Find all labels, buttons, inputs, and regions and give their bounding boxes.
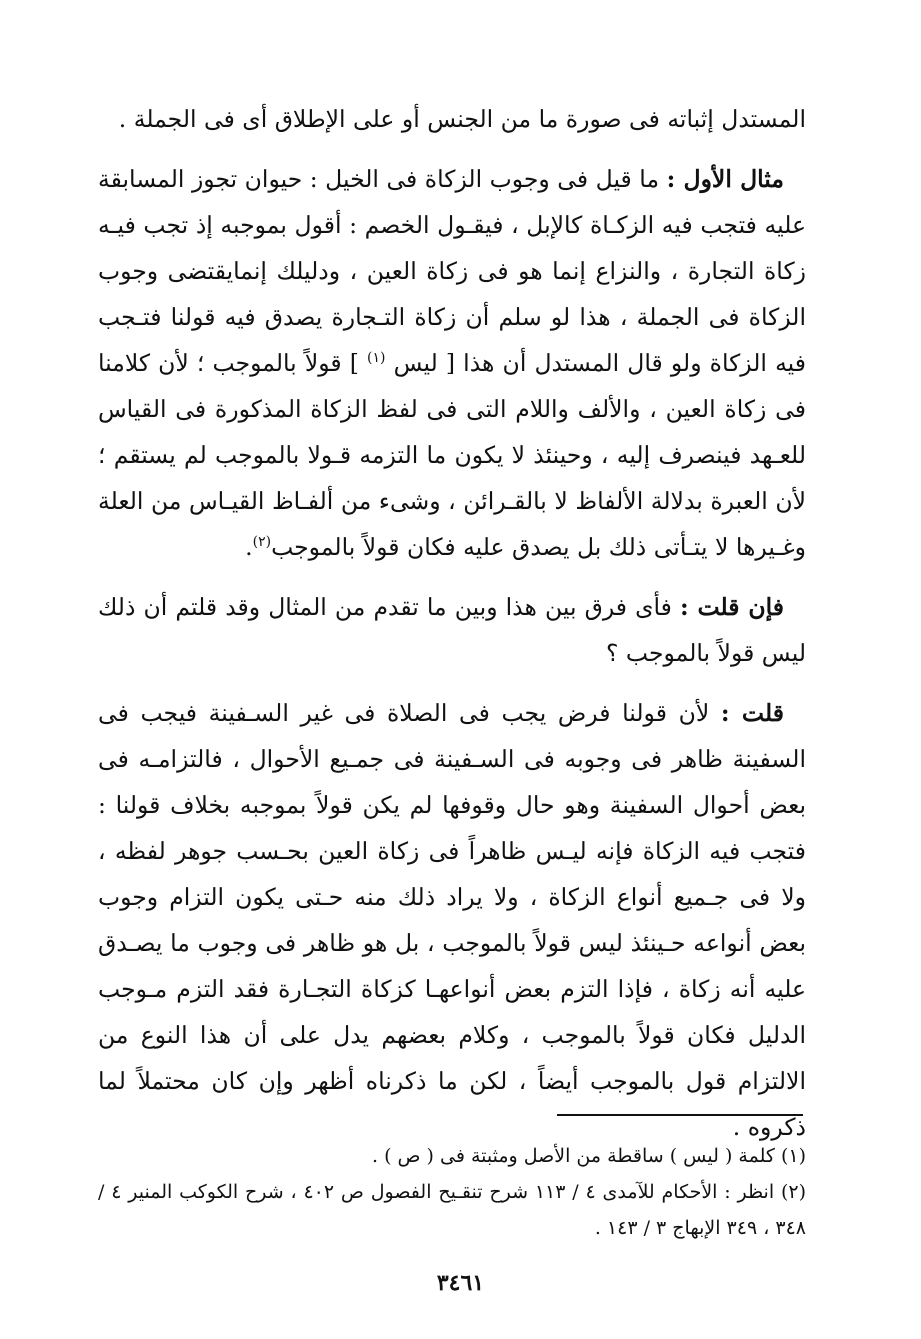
paragraph-0-text: المستدل إثباته فى صورة ما من الجنس أو على الإطلاق أى فى الجملة . xyxy=(118,105,806,133)
paragraph-1-lead: مثال الأول : xyxy=(666,165,784,193)
paragraph-answer xyxy=(98,690,806,1150)
paragraph-2-lead: فإن قلت : xyxy=(679,593,784,621)
footnotes xyxy=(98,1138,806,1246)
paragraph-question xyxy=(98,584,806,676)
paragraph-1-end: . xyxy=(245,533,253,561)
footnote-2: (٢) انظر : الأحكام للآمدى ٤ / ١١٣ شرح تنقـيح الفصول ص ٤٠٢ ، شرح الكوكب المنير ٤ / ٣٤٨ ، ٣٤٩ الإبهاج ٣ / ١٤٣ . xyxy=(98,1181,806,1239)
paragraph-3-lead: قلت : xyxy=(720,699,784,727)
footnote-divider xyxy=(557,1114,803,1116)
page-number: ٣٤٦١ xyxy=(436,1270,485,1296)
footnote-ref-1: (١) xyxy=(367,350,386,367)
paragraph-2-text: فأى فرق بين هذا وبين ما تقدم من المثال وقد قلتم أن ذلك ليس قولاً بالموجب ؟ xyxy=(98,593,806,667)
paragraph-3-text: لأن قولنا فرض يجب فى الصلاة فى غير السـفينة فيجب فى السفينة ظاهر فى وجوبه فى السـفينة فى جمـيع الأحوال ، فالتزامـه فى بعض أحوال السفينة وهو حال وقوفها لم يكن قولاً بموجبه بخلاف قولنا : فتجب فيه الزكاة فإنه ليـس ظاهراً فى زكاة العين بحـسب جوهر لفظه ، ولا فى جـميع أنواع الزكاة ، ولا يراد ذلك منه حـتى يكون التزام وجوب بعض أنواعه حـينئذ ليس قولاً بالموجب ، بل هو ظاهر فى وجوب ما يصـدق عليه أنه زكاة ، فإذا التزم بعض أنواعهـا كزكاة التجـارة فقد التزم مـوجب الدليل فكان قولاً بالموجب ، وكلام بعضهم يدل على أن هذا النوع من الالتزام قول بالموجب أيضاً ، لكن ما ذكرناه أظهر وإن كان محتملاً لما ذكروه . xyxy=(98,699,806,1141)
footnote-1: (١) كلمة ( ليس ) ساقطة من الأصل ومثبتة فى ( ص ) . xyxy=(372,1145,806,1167)
footnote-ref-2: (٢) xyxy=(252,534,272,551)
main-text xyxy=(98,96,806,1164)
paragraph-1-text: ما قيل فى وجوب الزكاة فى الخيل : حيوان تجوز المسابقة عليه فتجب فيه الزكـاة كالإبل ، فيقـول الخصم : أقول بموجبه إذ تجب فيـه زكاة التجارة ، والنزاع إنما هو فى زكاة العين ، ودليلك إنمايقتضى وجوب الزكاة فى الجملة ، هذا لو سلم أن زكاة التـجارة يصدق فيه قولنا فتـجب فيه الزكاة ولو قال المستدل أن هذا [ ليس xyxy=(98,165,807,377)
paragraph-1-text-2: ] قولاً بالموجب ؛ لأن كلامنا فى زكاة العين ، والألف واللام التى فى لفظ الزكاة المذكورة فى القياس للعـهد فينصرف إليه ، وحينئذ لا يكون ما التزمه قـولا بالموجب لم يستقم ؛ لأن العبرة بدلالة الألفاظ لا بالقـرائن ، وشىء من ألفـاظ القيـاس من العلة وغـيرها لا يتـأتى ذلك بل يصدق عليه فكان قولاً بالموجب xyxy=(98,349,806,561)
paragraph-continuation xyxy=(98,96,806,142)
paragraph-example-first xyxy=(98,156,806,570)
